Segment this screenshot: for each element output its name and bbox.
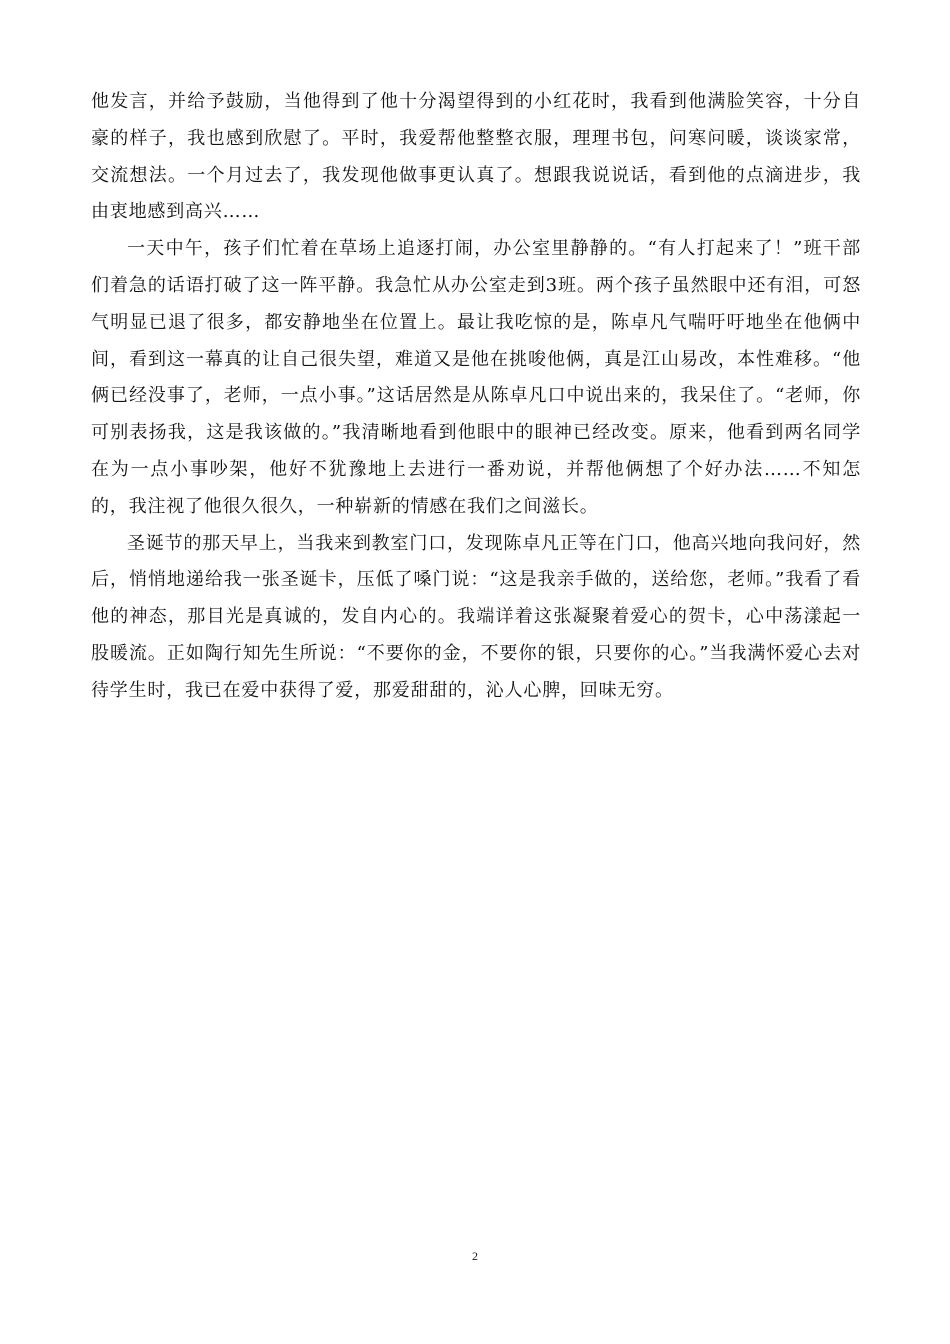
body-text [91, 84, 861, 710]
paragraph-1: 他发言，并给予鼓励，当他得到了他十分渴望得到的小红花时，我看到他满脸笑容，十分自豪的样子，我也感到欣慰了。平时，我爱帮他整整衣服，理理书包，问寒问暖，谈谈家常，交流想法。一个月过去了，我发现他做事更认真了。想跟我说说话，看到他的点滴进步，我由衷地感到高兴…… [91, 91, 861, 223]
paragraph-3: 圣诞节的那天早上，当我来到教室门口，发现陈卓凡正等在门口，他高兴地向我问好，然后，悄悄地递给我一张圣诞卡，压低了嗓门说：“这是我亲手做的，送给您，老师。”我看了看他的神态，那目光是真诚的，发自内心的。我端详着这张凝聚着爱心的贺卡，心中荡漾起一股暖流。正如陶行知先生所说：“不要你的金，不要你的银，只要你的心。”当我满怀爱心去对待学生时，我已在爱中获得了爱，那爱甜甜的，沁人心脾，回味无穷。 [91, 532, 861, 701]
paragraph-2: 一天中午，孩子们忙着在草场上追逐打闹，办公室里静静的。“有人打起来了！”班干部们着急的话语打破了这一阵平静。我急忙从办公室走到3班。两个孩子虽然眼中还有泪，可怒气明显已退了很多，都安静地坐在位置上。最让我吃惊的是，陈卓凡气喘吁吁地坐在他俩中间，看到这一幕真的让自己很失望，难道又是他在挑唆他俩，真是江山易改，本性难移。“他俩已经没事了，老师，一点小事。”这话居然是从陈卓凡口中说出来的，我呆住了。“老师，你可别表扬我，这是我该做的。”我清晰地看到他眼中的眼神已经改变。原来，他看到两名同学在为一点小事吵架，他好不犹豫地上去进行一番劝说，并帮他俩想了个好办法……不知怎的，我注视了他很久很久，一种崭新的情感在我们之间滋长。 [91, 238, 861, 517]
page-number: 2 [472, 1249, 478, 1263]
